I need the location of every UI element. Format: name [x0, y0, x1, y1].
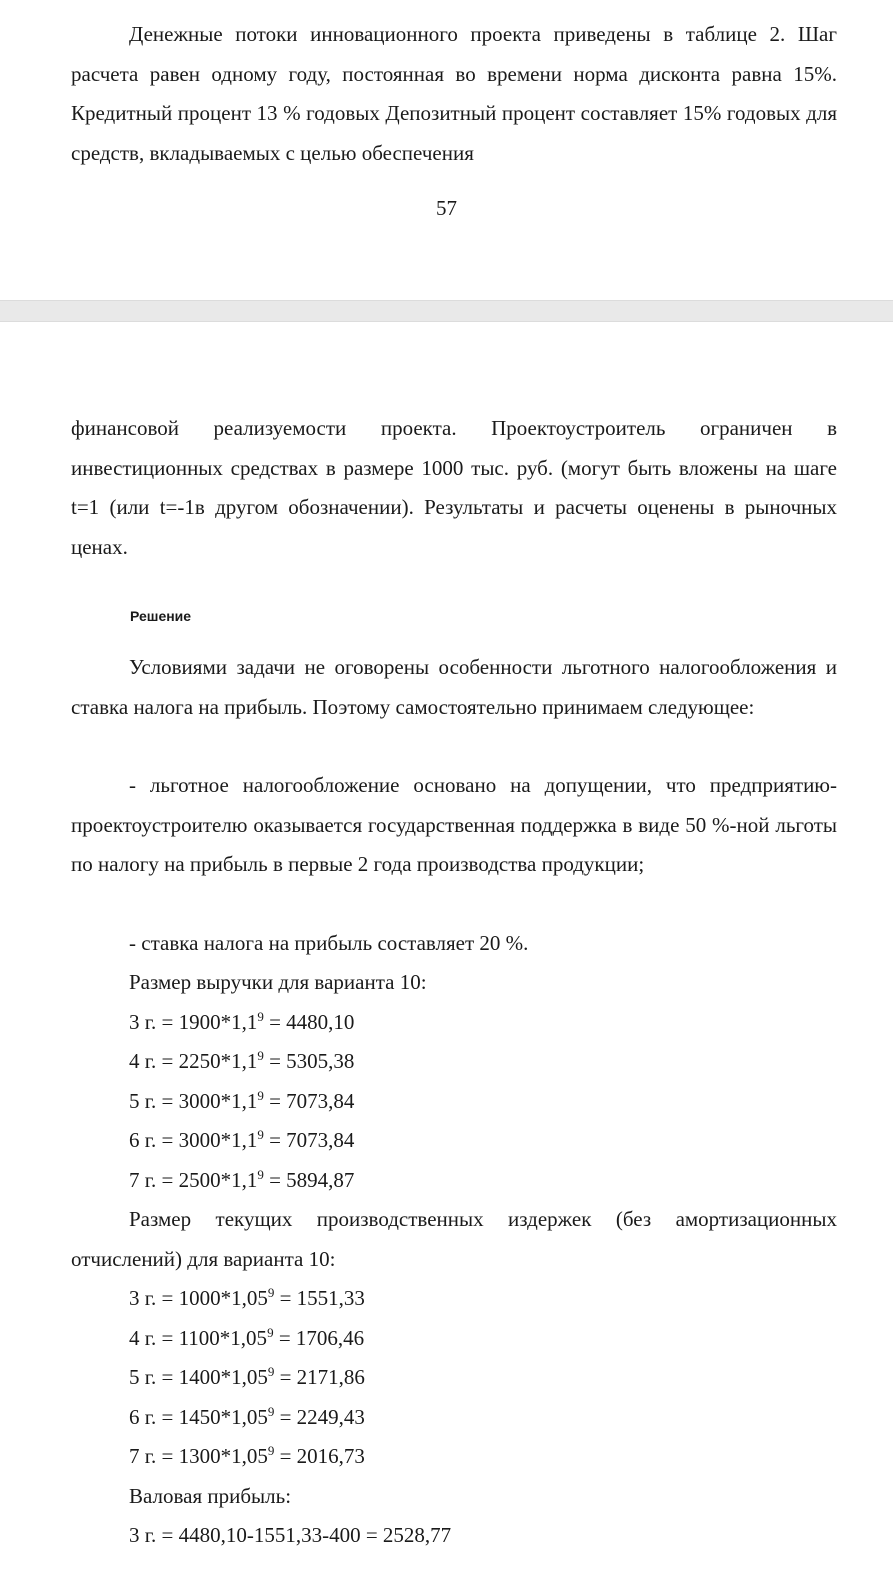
assumption-1: - льготное налогообложение основано на допущении, что предприятию-проектоустроителю оказывается государственная поддержка в виде 50 %-ной льготы по налогу на прибыль в первые 2 года производства продукции; [71, 773, 837, 876]
page-separator [0, 300, 893, 322]
revenue-line: 4 г. = $2250*1,1^9 = 5305,38$ [129, 1048, 355, 1073]
cost-line: 7 г. = $1300*1,05^9 = 2016,73$ [129, 1443, 365, 1468]
cost-line: 6 г. = $1450*1,05^9 = 2249,43$ [129, 1404, 365, 1429]
continuation-paragraph: финансовой реализуемости проекта. Проектоустроитель ограничен в инвестиционных средствах в размере 1000 тыс. руб. (могут быть вложены на шаге t=1 (или t=-1в другом обозначении). Результаты и расчеты оценены в рыночных ценах. [71, 416, 837, 559]
revenue-title: Размер выручки для варианта 10: [129, 970, 427, 994]
revenue-line: 5 г. = $3000*1,1^9 = 7073,84$ [129, 1088, 355, 1113]
revenue-line: 3 г. = $1900*1,1^9 = 4480,10$ [129, 1009, 355, 1034]
assumption-2: - ставка налога на прибыль составляет 20 %. [129, 931, 529, 955]
page-number: 57 [436, 196, 457, 220]
costs-title: Размер текущих производственных издержек (без амортизационных отчислений) для варианта 10: [71, 1207, 837, 1271]
cost-line: 5 г. = $1400*1,05^9 = 2171,86$ [129, 1364, 365, 1389]
cost-line: 3 г. = $1000*1,05^9 = 1551,33$ [129, 1285, 365, 1310]
gross-profit-title: Валовая прибыль: [129, 1484, 292, 1508]
cost-line: 4 г. = $1100*1,05^9 = 1706,46$ [129, 1325, 365, 1350]
top-paragraph: Денежные потоки инновационного проекта приведены в таблице 2. Шаг расчета равен одному году, постоянная во времени норма дисконта равна 15%. Кредитный процент 13 % годовых Депозитный процент составляет 15% годовых для средств, вкладываемых с целью обеспечения [71, 22, 837, 165]
document-page-top [0, 0, 893, 300]
solution-heading: Решение [130, 608, 192, 624]
revenue-line: 6 г. = $3000*1,1^9 = 7073,84$ [129, 1127, 355, 1152]
gross-profit-line: 3 г. = 4480,10-1551,33-400 = 2528,77 [129, 1523, 452, 1547]
revenue-line: 7 г. = $2500*1,1^9 = 5894,87$ [129, 1167, 355, 1192]
intro-paragraph: Условиями задачи не оговорены особенности льготного налогообложения и ставка налога на прибыль. Поэтому самостоятельно принимаем следующее: [71, 655, 837, 719]
